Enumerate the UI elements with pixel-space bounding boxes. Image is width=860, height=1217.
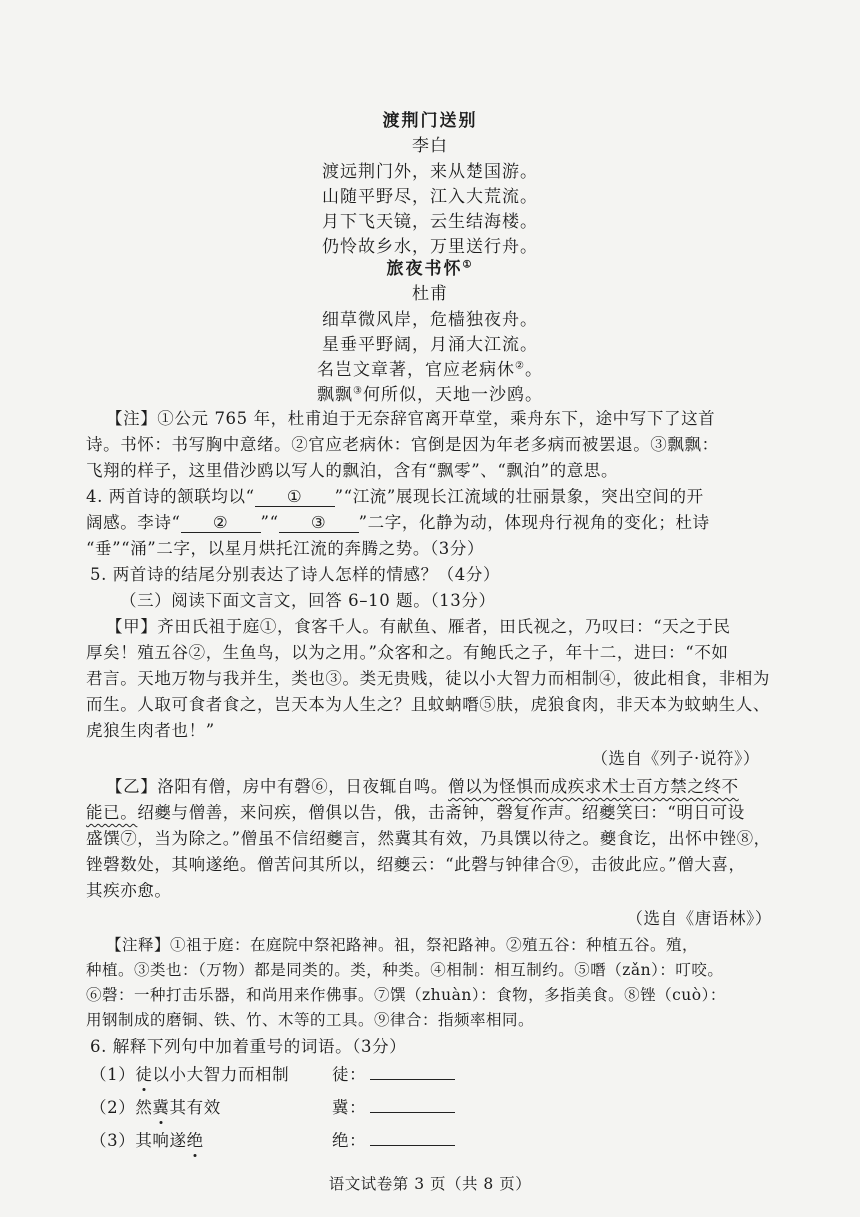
annotation-line: ⑥磬：一种打击乐器，和尚用来作佛事。⑦馔（zhuàn）：食物，多指美食。⑧锉（cuò）：	[86, 986, 726, 1004]
question-4-line1: 4. 两首诗的颔联均以“ ① ”“江流”展现长江流域的壮丽景象，突出空间的开	[86, 487, 704, 506]
note-line: 【注】①公元 765 年，杜甫迫于无奈辞官离开草堂，乘舟东下，途中写下了这首	[106, 409, 716, 428]
poem1-line: 山随平野尽，江入大荒流。	[322, 187, 538, 207]
passage-jia-line: 虎狼生肉者也！”	[86, 721, 215, 740]
poem1-line: 月下飞天镜，云生结海楼。	[322, 212, 538, 232]
passage-jia-line: 厚矣！殖五谷②，生鱼鸟，以为之用。”众客和之。有鲍氏之子，年十二，进曰：“不如	[86, 643, 729, 662]
passage-jia-source: （选自《列子·说符》）	[591, 749, 760, 768]
poem2-line: 细草微风岸，危樯独夜舟。	[322, 310, 538, 330]
poem2-line: 飘飘③何所似，天地一沙鸥。	[317, 385, 543, 405]
question-6-item-2: （2）然冀其有效	[90, 1098, 221, 1117]
poem2-title: 旅夜书怀①	[386, 259, 474, 279]
passage-yi-line: 盛馔⑦，当为除之。”僧虽不信绍夔言，然冀其有效，乃具馔以待之。夔食讫，出怀中锉⑧，	[86, 829, 771, 848]
question-6-stem: 6. 解释下列句中加着重号的词语。（3分）	[90, 1037, 407, 1056]
answer-line-2[interactable]	[370, 1098, 455, 1113]
question-6-answer-1: 徒：	[332, 1061, 455, 1085]
answer-line-3[interactable]	[370, 1131, 455, 1146]
passage-jia-line: 【甲】齐田氏祖于庭①，食客千人。有献鱼、雁者，田氏视之，乃叹曰：“天之于民	[106, 617, 731, 636]
emphasized-word: 徒	[135, 1065, 153, 1084]
emphasized-word: 绝	[186, 1131, 204, 1150]
answer-blank-1[interactable]: ①	[255, 487, 335, 507]
passage-jia-line: 君言。天地万物与我并生，类也③。类无贵贱，徒以小大智力而相制④，彼此相食，非相为	[86, 669, 770, 688]
note-mark: ③	[353, 385, 363, 397]
passage-jia-line: 而生。人取可食者食之，岂天本为人生之？且蚊蚋噆⑤肤，虎狼食肉，非天本为蚊蚋生人、	[86, 695, 770, 714]
annotation-line: 用钢制成的磨铜、铁、竹、木等的工具。⑨律合：指频率相同。	[86, 1011, 535, 1029]
passage-yi-line: 【乙】洛阳有僧，房中有磬⑥，日夜辄自鸣。僧以为怪惧而成疾求术士百方禁之终不	[106, 777, 739, 796]
question-5: 5. 两首诗的结尾分别表达了诗人怎样的情感？（4分）	[90, 565, 501, 584]
poem2-line: 星垂平野阔，月涌大江流。	[322, 335, 538, 355]
answer-blank-2[interactable]: ②	[181, 513, 261, 533]
annotation-line: 种植。③类也：（万物）都是同类的。类，种类。④相制：相互制约。⑤噆（zǎn）：叮咬。	[86, 961, 724, 979]
emphasized-word: 冀	[152, 1098, 170, 1117]
note-mark: ②	[515, 360, 525, 372]
question-4-line2: 阔感。李诗“ ② ”“ ③ ”二字，化静为动，体现舟行视角的变化；杜诗	[86, 513, 710, 532]
question-6-item-1: （1）徒以小大智力而相制	[90, 1065, 290, 1084]
poem1-title: 渡荆门送别	[382, 111, 478, 131]
annotation-line: 【注释】①祖于庭：在庭院中祭祀路神。祖，祭祀路神。②殖五谷：种植五谷。殖，	[106, 936, 699, 954]
wavy-underlined-sentence: 能已。	[86, 803, 138, 822]
poem1-line: 仍怜故乡水，万里送行舟。	[322, 237, 538, 257]
page-footer: 语文试卷第 3 页（共 8 页）	[328, 1175, 532, 1193]
question-6-item-3: （3）其响遂绝	[90, 1131, 204, 1150]
poem1-author: 李白	[412, 136, 448, 156]
question-4-line3: “垂”“涌”二字，以星月烘托江流的奔腾之势。（3分）	[86, 539, 485, 558]
wavy-underlined-sentence: 僧以为怪惧而成疾求术士百方禁之终不	[448, 777, 739, 796]
question-6-answer-3: 绝：	[332, 1127, 455, 1151]
passage-yi-source: （选自《唐语林》）	[626, 909, 772, 928]
answer-line-1[interactable]	[370, 1065, 455, 1080]
note-line: 诗。书怀：书写胸中意绪。②官应老病休：官倒是因为年老多病而被罢退。③飘飘：	[86, 435, 719, 454]
poem1-line: 渡远荆门外，来从楚国游。	[322, 162, 538, 182]
passage-yi-line: 能已。绍夔与僧善，来问疾，僧俱以告，俄，击斋钟，磬复作声。绍夔笑曰：“明日可设	[86, 803, 745, 822]
answer-blank-3[interactable]: ③	[279, 513, 359, 533]
note-mark: ①	[462, 259, 474, 271]
note-line: 飞翔的样子，这里借沙鸥以写人的飘泊，含有“飘零”、“飘泊”的意思。	[86, 461, 619, 480]
passage-yi-line: 其疾亦愈。	[86, 881, 172, 900]
poem2-author: 杜甫	[412, 284, 448, 304]
section-3-heading: （三）阅读下面文言文，回答 6–10 题。（13分）	[120, 591, 496, 610]
question-6-answer-2: 冀：	[332, 1094, 455, 1118]
passage-yi-line: 锉磬数处，其响遂绝。僧苦问其所以，绍夔云：“此磬与钟律合⑨，击彼此应。”僧大喜，	[86, 855, 746, 874]
poem2-line: 名岂文章著，官应老病休②。	[317, 360, 543, 380]
